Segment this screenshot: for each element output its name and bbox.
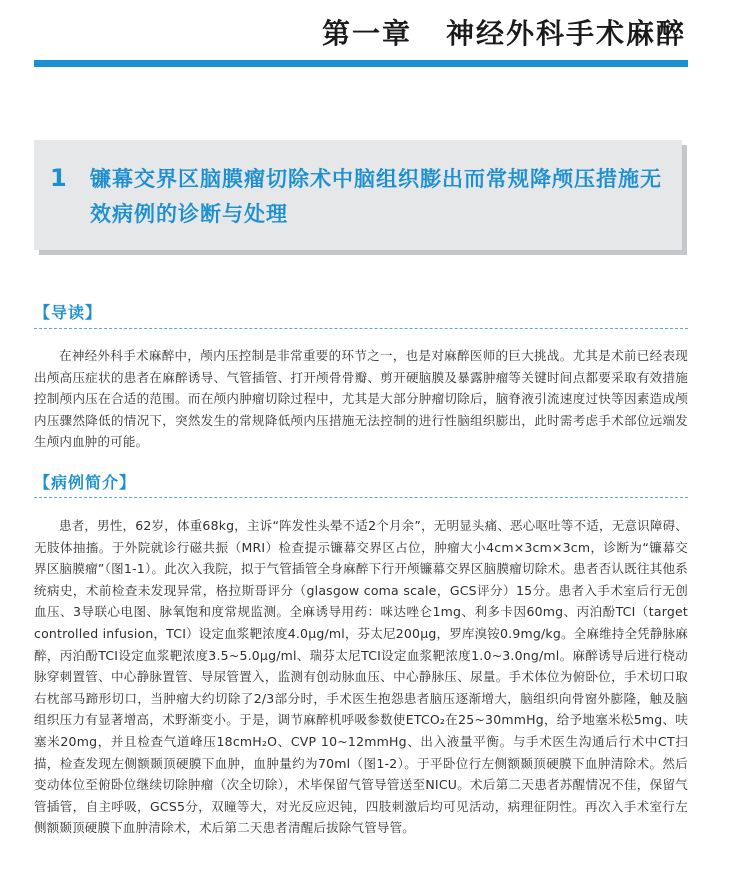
chapter-label: 第一章 [321, 17, 412, 50]
case-divider [34, 497, 688, 498]
intro-heading: 【导读】 [34, 303, 103, 322]
intro-paragraph: 在神经外科手术麻醉中，颅内压控制是非常重要的环节之一，也是对麻醉医师的巨大挑战。尤其是术前已经表现出颅高压症状的患者在麻醉诱导、气管插管、打开颅骨骨瓣、剪开硬脑膜及暴露肿瘤等关键时间点都要采取有效措施控制颅内压在合适的范围。而在颅内肿瘤切除过程中，尤其是大部分肿瘤切除后，脑脊液引流速度过快等因素造成颅内压骤然降低的情况下，突然发生的常规降低颅内压措施无法控制的进行性脑组织膨出，此时需考虑手术部位远端发生颅内血肿的可能。 [34, 348, 688, 450]
case-heading: 【病例简介】 [34, 473, 137, 492]
chapter-divider [34, 60, 688, 67]
case-paragraph: 患者，男性，62岁，体重68kg，主诉“阵发性头晕不适2个月余”，无明显头痛、恶心呕吐等不适，无意识障碍、无肢体抽搐。于外院就诊行磁共振（MRI）检查提示镰幕交界区占位，肿瘤大小4cm×3cm×3cm，诊断为“镰幕交界区脑膜瘤”（图1-1）。此次入我院，拟于气管插管全身麻醉下行开颅镰幕交界区脑膜瘤切除术。患者否认既往其他系统病史，术前检查未发现异常，格拉斯哥评分（glasgow coma scale，GCS评分）15分。患者入手术室后行无创血压、3导联心电图、脉氧饱和度常规监测。全麻诱导用药：咪达唑仑1mg、利多卡因60mg、丙泊酚TCI（target controlled infusion，TCI）设定血浆靶浓度4.0μg/ml，芬太尼200μg，罗库溴铵0.9mg/kg。全麻维持全凭静脉麻醉，丙泊酚TCI设定血浆靶浓度3.5~5.0μg/ml、瑞芬太尼TCI设定血浆靶浓度1.0~3.0ng/ml。麻醉诱导后进行桡动脉穿刺置管、中心静脉置管、导尿管置入，监测有创动脉血压、中心静脉压、尿量。手术体位为俯卧位，手术切口取右枕部马蹄形切口，当肿瘤大约切除了2/3部分时，手术医生抱怨患者脑压逐渐增大，脑组织向骨窗外膨隆，触及脑组织压力有显著增高，术野渐变小。于是，调节麻醉机呼吸参数使ETCO₂在25~30mmHg，给予地塞米松5mg、呋塞米20mg，并且检查气道峰压18cmH₂O、CVP 10~12mmHg、出入液量平衡。与手术医生沟通后行术中CT扫描，检查发现左侧额颞顶硬膜下血肿，血肿量约为70ml（图1-2）。于平卧位行左侧额颞顶硬膜下血肿清除术。然后变动体位至俯卧位继续切除肿瘤（次全切除），术毕保留气管导管送至NICU。术后第二天患者苏醒情况不佳，保留气管插管，自主呼吸，GCS5分，双瞳等大，对光反应迟钝，四肢刺激后均可见活动，病理征阴性。再次入手术室行左侧额颞顶硬膜下血肿清除术，术后第二天患者清醒后拔除气管导管。 [34, 518, 688, 836]
chapter-name: 神经外科手术麻醉 [445, 17, 686, 50]
article-number: 1 [50, 164, 67, 192]
article-title: 镰幕交界区脑膜瘤切除术中脑组织膨出而常规降颅压措施无效病例的诊断与处理 [90, 167, 662, 226]
chapter-title [322, 12, 686, 52]
intro-divider [34, 328, 688, 329]
article-title-box [34, 140, 682, 250]
